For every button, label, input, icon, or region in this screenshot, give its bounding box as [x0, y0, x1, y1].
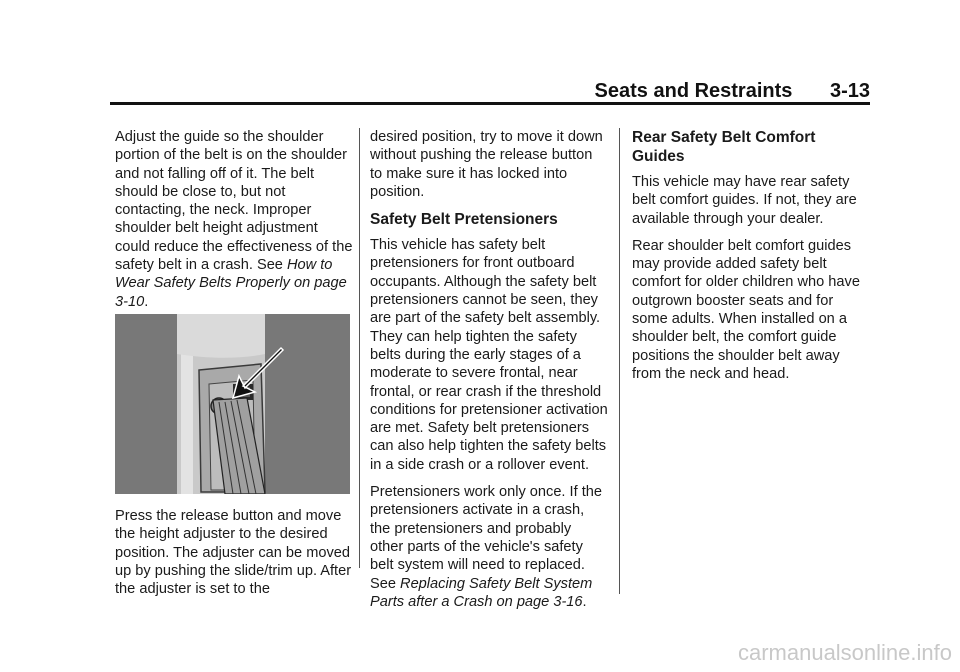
col1-para1-end: . — [144, 293, 149, 310]
column-1 — [115, 128, 355, 320]
col2-paragraph-3 — [370, 483, 608, 611]
col1-lower-text — [115, 507, 355, 598]
col1-paragraph-1 — [115, 128, 355, 311]
page-header — [110, 80, 870, 104]
seatbelt-height-adjuster-illustration — [115, 314, 350, 494]
col2-crossref-link[interactable]: Replacing Safety Belt System Parts after a Crash on page 3-16 — [370, 575, 593, 610]
col3-paragraph-2: Rear shoulder belt comfort guides may provide added safety belt comfort for older children who have outgrown booster seats and for some adults. When installed on a shoulder belt, the comfort guide positions the shoulder belt away from the neck and head. — [632, 237, 860, 382]
column-2 — [370, 128, 608, 620]
column-3 — [632, 128, 872, 392]
section-title: Seats and Restraints — [594, 80, 793, 102]
col2-para3-end: . — [582, 593, 587, 610]
column-divider-1 — [359, 128, 360, 568]
column-divider-2 — [619, 128, 620, 594]
col2-paragraph-1: desired position, try to move it down without pushing the release button to make sure it has locked into position. — [370, 129, 603, 200]
watermark: carmanualsonline.info — [737, 640, 952, 665]
heading-comfort-guides: Rear Safety Belt Comfort Guides — [632, 129, 816, 165]
col3-paragraph-1: This vehicle may have rear safety belt comfort guides. If not, they are available through your dealer. — [632, 174, 857, 227]
page-number: 3-13 — [829, 80, 870, 102]
header-rule — [110, 102, 870, 105]
col1-para1-text: Adjust the guide so the shoulder portion of the belt is on the shoulder and not falling off of it. The belt should be close to, but not contacting, the neck. Improper shoulder belt height adjustment could reduce the effectiveness of the safety belt in a crash. See — [115, 129, 353, 274]
col1-paragraph-2: Press the release button and move the height adjuster to the desired position. The adjuster can be moved up by pushing the slide/trim up. After the adjuster is set to the — [115, 508, 352, 598]
col2-paragraph-2: This vehicle has safety belt pretensioners for front outboard occupants. Although the safety belt pretensioners cannot be seen, they are part of the safety belt assembly. They can help tighten the safety belts during the early stages of a moderate to severe frontal, near frontal, or rear crash if the threshold conditions for pretensioner activation are met. Safety belt pretensioners can also help tighten the safety belts in a side crash or a rollover event. — [370, 237, 608, 473]
col1-crossref-link[interactable]: How to Wear Safety Belts Properly on page 3-10 — [115, 257, 347, 310]
heading-pretensioners: Safety Belt Pretensioners — [370, 211, 558, 229]
col2-para3-text: Pretensioners work only once. If the pretensioners activate in a crash, the pretensioners and probably other parts of the vehicle's safety belt system will need to replaced. See — [370, 484, 602, 592]
